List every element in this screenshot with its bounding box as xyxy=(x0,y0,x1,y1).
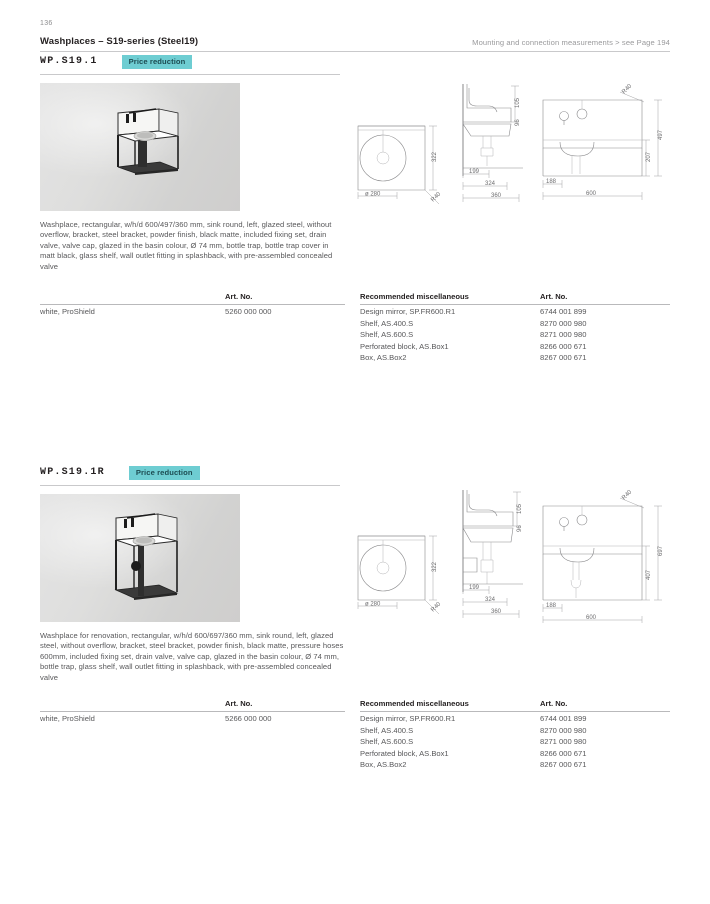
accessories-table xyxy=(360,699,670,769)
table-row xyxy=(360,746,670,758)
variant-col-name xyxy=(40,292,225,301)
table-row xyxy=(360,316,670,328)
svg-text:R40: R40 xyxy=(430,191,443,204)
table-row xyxy=(40,712,345,724)
status-badge: Price reduction xyxy=(129,466,200,480)
page-header xyxy=(40,36,670,52)
product-header xyxy=(40,55,340,75)
svg-text:96: 96 xyxy=(517,525,523,532)
product-tables xyxy=(40,699,670,769)
accessory-art-no: 8266 000 671 xyxy=(540,748,587,758)
table-row xyxy=(360,723,670,735)
variant-table xyxy=(40,699,345,723)
table-row xyxy=(360,351,670,363)
svg-text:697: 697 xyxy=(658,545,664,556)
product-code: WP.S19.1R xyxy=(40,467,105,479)
variant-name: white, ProShield xyxy=(40,714,95,724)
accessories-col-artno: Art. No. xyxy=(540,699,568,709)
technical-drawings xyxy=(355,78,675,208)
accessories-col-name: Recommended miscellaneous xyxy=(360,292,469,302)
accessory-name: Shelf, AS.600.S xyxy=(360,330,414,340)
svg-text:324: 324 xyxy=(485,597,496,603)
page-number: 136 xyxy=(40,20,53,27)
svg-text:R40: R40 xyxy=(430,601,443,614)
table-row xyxy=(360,735,670,747)
svg-text:324: 324 xyxy=(485,181,496,187)
technical-drawings xyxy=(355,488,675,623)
table-row xyxy=(360,758,670,770)
status-badge: Price reduction xyxy=(122,55,193,69)
accessories-col-name: Recommended miscellaneous xyxy=(360,699,469,709)
svg-text:R40: R40 xyxy=(621,83,634,96)
product-header xyxy=(40,466,340,486)
svg-text:105: 105 xyxy=(515,97,521,108)
svg-text:322: 322 xyxy=(432,561,438,572)
accessories-table-header xyxy=(360,292,670,305)
svg-text:360: 360 xyxy=(491,609,502,615)
svg-text:105: 105 xyxy=(517,503,523,514)
accessory-art-no: 8266 000 671 xyxy=(540,341,587,351)
accessory-art-no: 6744 001 899 xyxy=(540,714,587,724)
variant-name: white, ProShield xyxy=(40,307,95,317)
product-code: WP.S19.1 xyxy=(40,56,98,68)
product-description: Washplace for renovation, rectangular, w/h/d 600/697/360 mm, sink round, left, glazed steel, without overflow, bracket, steel bracket, powder finish, black matte, pressure hoses 600mm, included fixing set, drain valve, valve cap, glazed in the basin colour, Ø 74 mm, bottle trap, glass shelf, wall outlet fitting in splashback, with pre-assembled concealed valve xyxy=(40,630,344,682)
svg-text:199: 199 xyxy=(469,585,480,591)
variant-col-artno: Art. No. xyxy=(225,699,253,709)
svg-text:188: 188 xyxy=(546,603,557,609)
plan-view xyxy=(358,536,443,614)
svg-text:199: 199 xyxy=(469,169,480,175)
svg-text:407: 407 xyxy=(646,569,652,580)
accessory-art-no: 8267 000 671 xyxy=(540,353,587,363)
table-row xyxy=(360,712,670,724)
svg-text:188: 188 xyxy=(546,179,557,185)
accessory-name: Design mirror, SP.FR600.R1 xyxy=(360,714,456,724)
svg-text:ø 280: ø 280 xyxy=(365,191,381,198)
svg-text:207: 207 xyxy=(646,151,652,162)
table-row xyxy=(360,328,670,340)
table-row xyxy=(360,305,670,317)
variant-table-header xyxy=(40,292,345,305)
accessory-name: Box, AS.Box2 xyxy=(360,353,407,363)
side-view xyxy=(463,490,523,618)
accessories-col-artno: Art. No. xyxy=(540,292,568,302)
table-row xyxy=(360,339,670,351)
table-row xyxy=(40,305,345,317)
product-tables xyxy=(40,292,670,362)
accessory-art-no: 8271 000 980 xyxy=(540,330,587,340)
svg-text:322: 322 xyxy=(432,151,438,162)
variant-table xyxy=(40,292,345,316)
washplace-illustration xyxy=(40,83,240,211)
accessory-name: Perforated block, AS.Box1 xyxy=(360,748,449,758)
variant-col-artno: Art. No. xyxy=(225,292,253,302)
product-description: Washplace, rectangular, w/h/d 600/497/360 mm, sink round, left, glazed steel, without overflow, bracket, steel bracket, powder finish, black matte, included fixing set, drain valve, valve cap, glazed in the basin colour, Ø 74 mm, bottle trap, bottle trap cover in matt black, glass shelf, wall outlet fitting in splashback, with pre-assembled concealed valve xyxy=(40,219,333,271)
side-view xyxy=(463,84,523,202)
svg-text:ø 280: ø 280 xyxy=(365,601,381,608)
header-reference: Mounting and connection measurements > see Page 194 xyxy=(472,37,670,47)
accessory-art-no: 6744 001 899 xyxy=(540,307,587,317)
svg-text:R40: R40 xyxy=(621,489,634,502)
svg-text:497: 497 xyxy=(658,129,664,140)
variant-col-name xyxy=(40,699,225,708)
accessories-table-header xyxy=(360,699,670,712)
accessory-name: Shelf, AS.400.S xyxy=(360,318,414,328)
washplace-renovation-illustration xyxy=(40,494,240,622)
variant-art-no: 5260 000 000 xyxy=(225,307,272,317)
accessory-art-no: 8270 000 980 xyxy=(540,318,587,328)
accessory-art-no: 8271 000 980 xyxy=(540,737,587,747)
accessory-name: Box, AS.Box2 xyxy=(360,760,407,770)
accessory-name: Shelf, AS.600.S xyxy=(360,737,414,747)
accessory-name: Perforated block, AS.Box1 xyxy=(360,341,449,351)
svg-text:600: 600 xyxy=(586,615,597,621)
front-view xyxy=(543,489,664,623)
product-photo xyxy=(40,83,240,211)
svg-text:360: 360 xyxy=(491,193,502,199)
product-photo xyxy=(40,494,240,622)
svg-text:96: 96 xyxy=(515,119,521,126)
variant-table-header xyxy=(40,699,345,712)
variant-art-no: 5266 000 000 xyxy=(225,714,272,724)
accessory-name: Shelf, AS.400.S xyxy=(360,725,414,735)
plan-view xyxy=(358,126,443,204)
front-view xyxy=(543,83,664,200)
accessories-table xyxy=(360,292,670,362)
accessory-art-no: 8270 000 980 xyxy=(540,725,587,735)
accessory-name: Design mirror, SP.FR600.R1 xyxy=(360,307,456,317)
svg-text:600: 600 xyxy=(586,191,597,197)
page-title: Washplaces – S19-series (Steel19) xyxy=(40,36,199,47)
accessory-art-no: 8267 000 671 xyxy=(540,760,587,770)
